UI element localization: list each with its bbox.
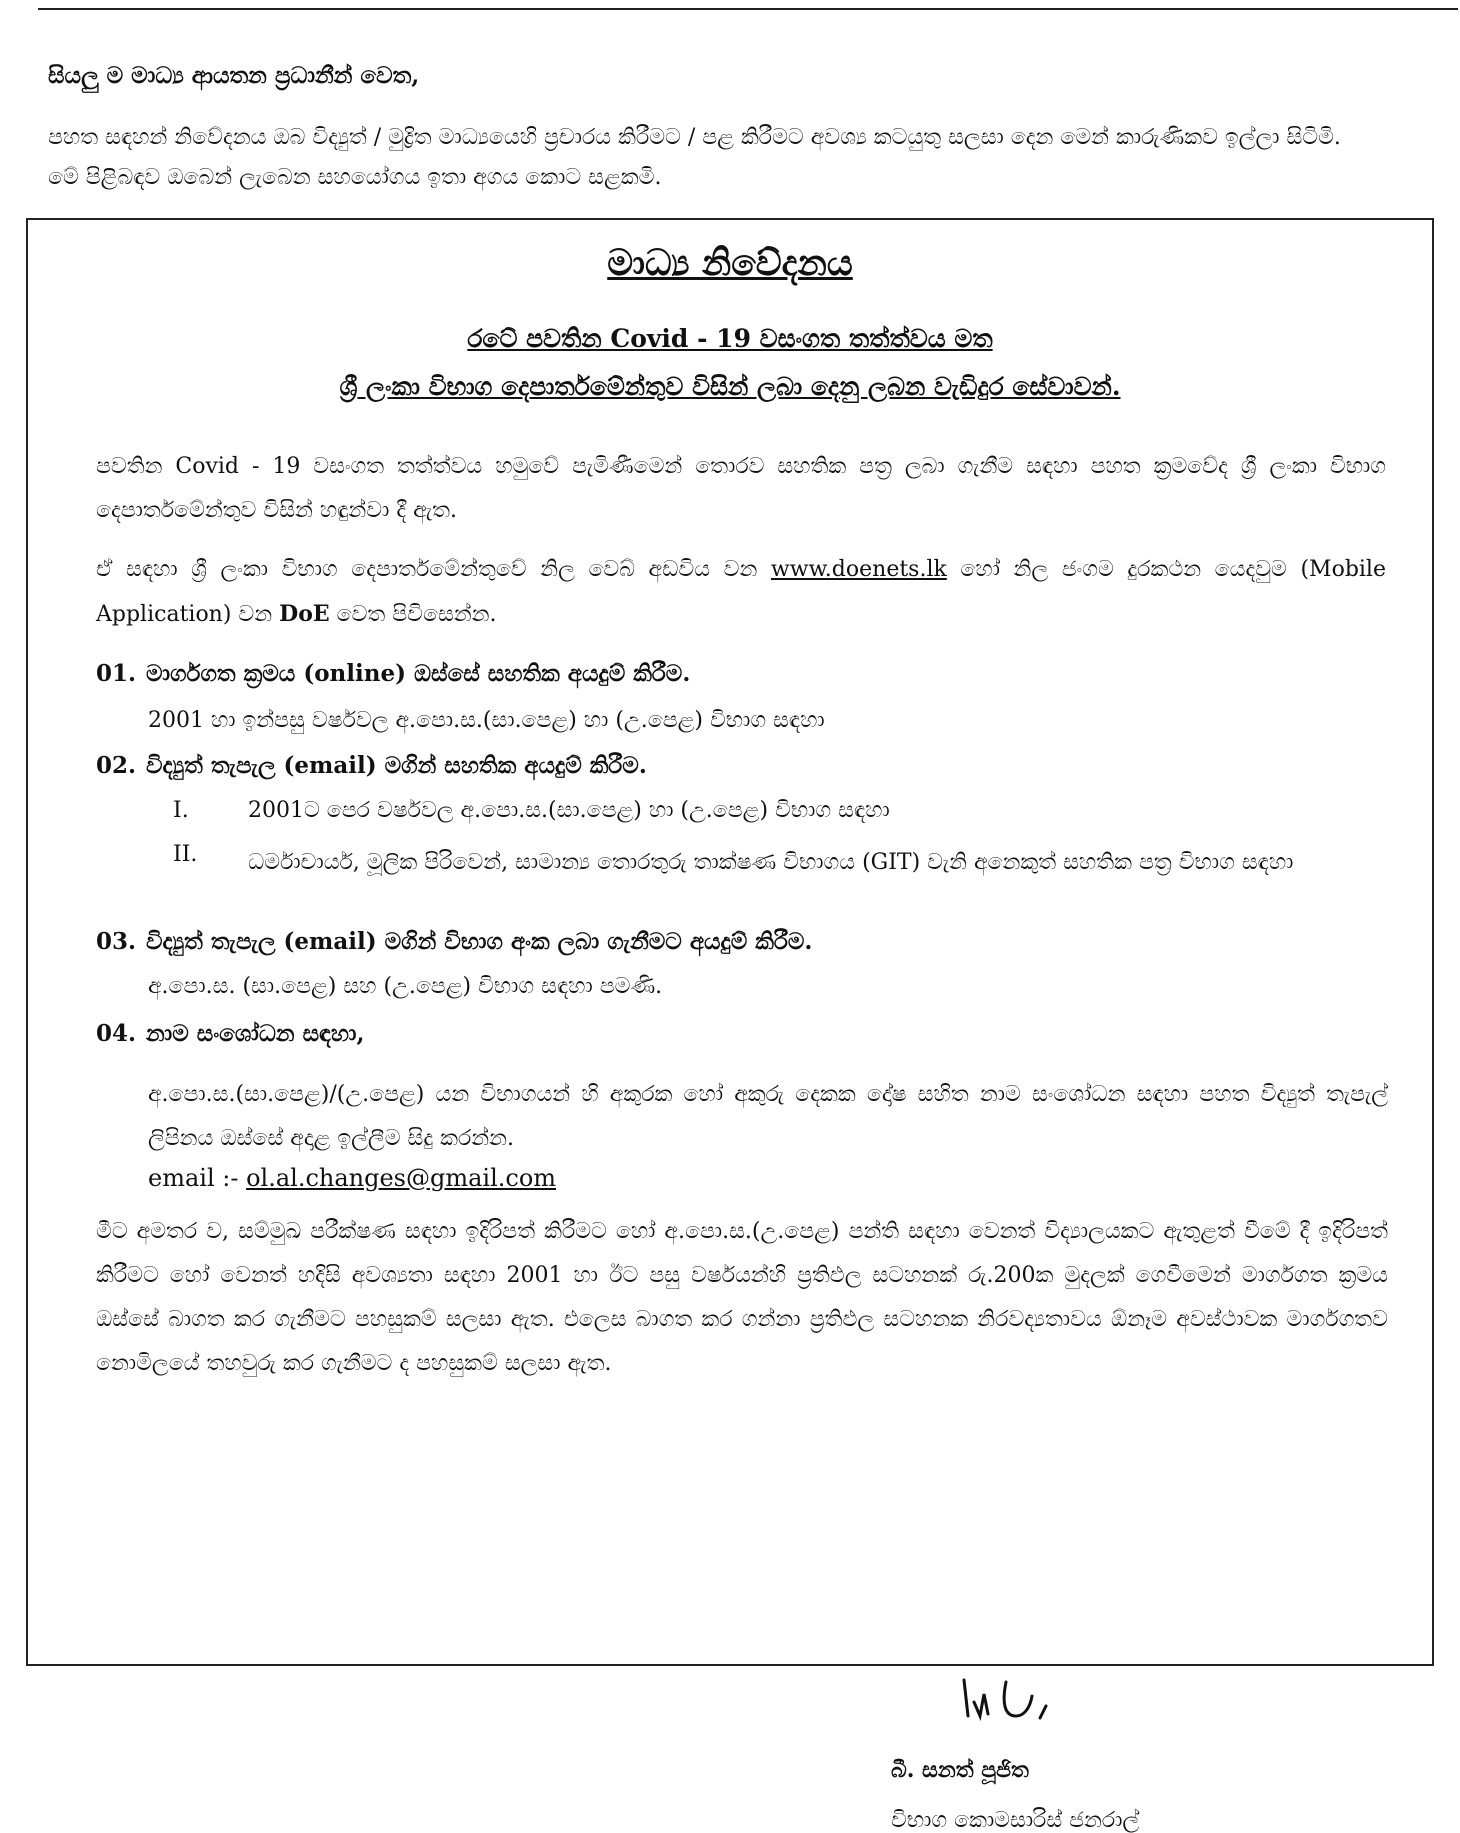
item-01-detail: 2001 හා ඉන්පසු වර්ෂවල අ.පො.ස.(සා.පෙළ) හා (උ.පෙළ) විභාග සඳහා [148, 708, 825, 733]
item-04-detail: අ.පො.ස.(සා.පෙළ)/(උ.පෙළ) යන විභාගයන් හි අකුරක හෝ අකුරු දෙකක දෝෂ සහිත නාම සංශෝධන සඳහා පහත විද්‍යුත් තැපැල් ලිපිනය ඔස්සේ අදාළ ඉල්ලීම සිදු කරන්න. [148, 1082, 1388, 1151]
notice-subtitle-1: රටේ පවතින Covid - 19 වසංගත තත්ත්වය මත [467, 324, 993, 353]
item-02-sub-1: 2001ට පෙර වර්ෂවල අ.පො.ස.(සා.පෙළ) හා (උ.පෙළ) විභාග සඳහා [248, 798, 890, 823]
item-03-detail: අ.පො.ස. (සා.පෙළ) සහ (උ.පෙළ) විභාග සඳහා පමණි. [148, 974, 663, 999]
item-02-sub-2: ධර්මාචාර්ය, මූලික පිරිවෙන්, සාමාන්‍ය තොරතුරු තාක්ෂණ විභාගය (GIT) වැනි අනෙකුත් සහතික පත්‍ර විභාග සඳහා [248, 850, 1294, 875]
roman-numeral: II. [173, 842, 198, 867]
greeting: සියලු ම මාධ්‍ය ආයතන ප්‍රධානීන් වෙත, [48, 62, 420, 89]
final-paragraph: මීට අමතර ව, සම්මුඛ පරීක්ෂණ සඳහා ඉදිරිපත් කිරීමට හෝ අ.පො.ස.(උ.පෙළ) පන්ති සඳහා වෙනත් විද්‍යාලයකට ඇතුළත් වීමේ දී ඉදිරිපත් කිරීමට හෝ වෙනත් හදිසි අවශ්‍යතා සඳහා 2001 හා ඊට පසු වර්ෂයන්හි ප්‍රතිඵල සටහනක් රු.200ක මුදලක් ගෙවීමෙන් මාර්ගගත ක්‍රමය ඔස්සේ බාගත කර ගැනීමට පහසුකම් සලසා ඇත. එලෙස බාගත කර ගන්නා ප්‍රතිඵල සටහනක නිරවද්‍යතාවය ඕනෑම අවස්ථාවක මාර්ගගතව නොමිලයේ තහවුරු කර ගැනීමට ද පහසුකම් සලසා ඇත. [96, 1219, 1388, 1376]
email-link[interactable]: ol.al.changes@gmail.com [246, 1164, 557, 1192]
item-number: 01. [96, 660, 137, 687]
signatory-name: බී. සනත් පූජිත [891, 1757, 1029, 1783]
roman-numeral: I. [173, 798, 189, 823]
email-line [148, 1164, 556, 1192]
notice-subtitle-2: ශ්‍රී ලංකා විභාග දෙපාර්තමේන්තුව විසින් ලබා දෙනු ලබන වැඩිදුර සේවාවන්. [339, 372, 1121, 401]
paragraph-2-start: ඒ සඳහා ශ්‍රී ලංකා විභාග දෙපාර්තමේන්තුවේ නිල වෙබ් අඩවිය වන [96, 557, 771, 582]
paragraph-2 [96, 548, 1386, 637]
notice-box [26, 218, 1434, 1833]
paragraph-2-end: වෙත පිවිසෙන්න. [329, 602, 497, 627]
item-heading: නාම සංශෝධන සඳහා, [146, 1020, 365, 1047]
item-number: 03. [96, 928, 137, 955]
item-number: 04. [96, 1020, 137, 1047]
paragraph-2-middle: හෝ නිල ජංගම දුරකථන යෙදවුම (Mobile Application) වන [96, 557, 1386, 627]
email-label: email :- [148, 1164, 247, 1192]
signatory-title: විභාග කොමසාරිස් ජනරාල් [891, 1808, 1140, 1833]
item-heading: මාර්ගගත ක්‍රමය (online) ඔස්සේ සහතික අයදුම් කිරීම. [146, 660, 691, 687]
top-rule [38, 8, 1458, 10]
intro-paragraph: පහත සඳහන් නිවේදනය ඔබ විද්‍යුත් / මුද්‍රිත මාධ්‍යයෙහි ප්‍රචාරය කිරීමට / පළ කිරීමට අවශ්‍ය කටයුතු සලසා දෙන මෙන් කාරුණිකව ඉල්ලා සිටිමි. මේ පිළිබඳව ඔබෙන් ලැබෙන සහයෝගය ඉතා අගය කොට සළකමි. [48, 125, 1341, 190]
item-number: 02. [96, 752, 137, 779]
item-heading: විද්‍යුත් තැපැල (email) මගින් විභාග අංක ලබා ගැනීමට අයදුම් කිරීම. [146, 928, 813, 955]
item-heading: විද්‍යුත් තැපැල (email) මගින් සහතික අයදුම් කිරීම. [146, 752, 647, 779]
app-name: DoE [279, 601, 330, 627]
item-02-heading [96, 752, 647, 779]
notice-title: මාධ්‍ය නිවේදනය [607, 242, 853, 284]
paragraph-1: පවතින Covid - 19 වසංගත තත්ත්වය හමුවේ පැමිණීමෙන් තොරව සහතික පත්‍ර ලබා ගැනීම සඳහා පහත ක්‍රමවේද ශ්‍රී ලංකා විභාග දෙපාර්තමේන්තුව විසින් හඳුන්වා දී ඇත. [96, 454, 1386, 523]
item-03-heading [96, 928, 812, 955]
item-04-heading [96, 1020, 365, 1047]
item-01-heading [96, 660, 690, 687]
website-link[interactable]: www.doenets.lk [770, 557, 947, 582]
signature-mark [958, 1672, 1098, 1722]
